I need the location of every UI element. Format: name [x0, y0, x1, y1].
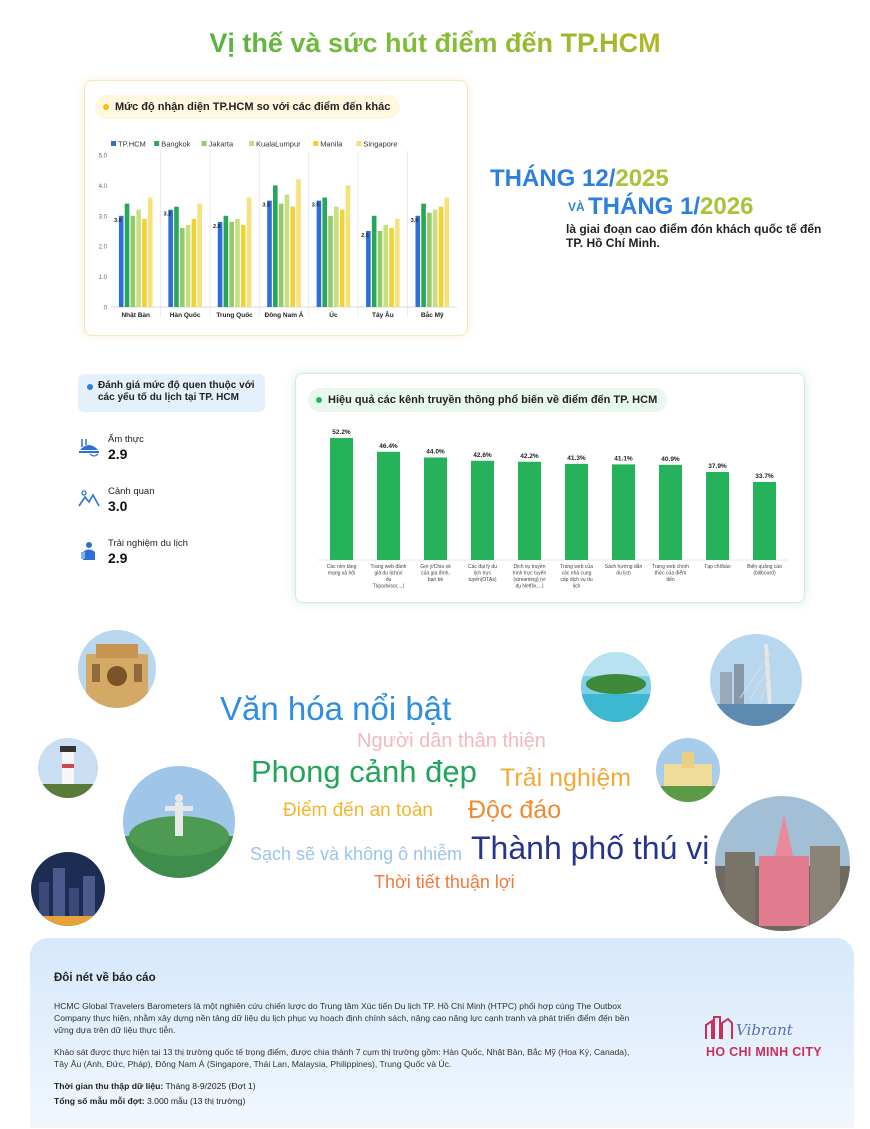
- post-office-photo: [78, 630, 156, 708]
- food-icon: [78, 436, 100, 458]
- data-label: 41.3%: [567, 454, 586, 462]
- bar-manila: [340, 210, 345, 307]
- bullet-icon: [87, 384, 93, 390]
- word-an-toan: Điểm đến an toàn: [283, 800, 433, 821]
- bar-kualalumpur: [383, 225, 388, 307]
- x-tick-label: Các nền tảng: [326, 564, 357, 570]
- channel-bar: [706, 472, 729, 560]
- word-thoi-tiet: Thời tiết thuận lợi: [374, 872, 515, 892]
- data-label: 2.5: [361, 233, 369, 239]
- data-label: 3.2: [163, 211, 172, 218]
- data-label: 52.2%: [332, 429, 351, 436]
- legend-swatch: [313, 141, 318, 146]
- bar-kualalumpur: [334, 207, 339, 307]
- recognition-bar-chart: [85, 81, 469, 337]
- channel-bar: [753, 482, 776, 560]
- logo-script: Vibrant: [736, 1021, 793, 1039]
- city-night-photo: [31, 852, 105, 926]
- lighthouse-photo: [38, 738, 98, 798]
- bar-jakarta: [131, 216, 136, 307]
- familiarity-label: Trải nghiệm du lịch: [108, 538, 188, 549]
- x-tick-label: Trang web đánh: [370, 564, 407, 570]
- x-tick-label: Trang web chính: [651, 564, 690, 570]
- bar-kualalumpur: [186, 225, 191, 307]
- page-title: Vị thế và sức hút điểm đến TP.HCM: [0, 28, 870, 59]
- bar-manila: [290, 207, 295, 307]
- bar-jakarta: [328, 216, 333, 307]
- x-tick-label: Gợi ý/Chia sẻ: [420, 564, 451, 570]
- vung-tau-statue-photo: [123, 766, 235, 878]
- bar-bangkok: [224, 216, 229, 307]
- familiarity-value: 3.0: [108, 498, 128, 514]
- y-tick-label: 1.0: [98, 275, 107, 282]
- report-info-section: [30, 938, 854, 1128]
- bar-bangkok: [273, 185, 278, 307]
- period-2-month: THÁNG 1/: [588, 193, 701, 220]
- bar-jakarta: [378, 231, 383, 307]
- x-tick-label: các nhà cung: [561, 570, 592, 577]
- legend-swatch: [202, 141, 207, 146]
- word-nguoi-dan: Người dân thân thiện: [357, 730, 546, 752]
- x-tick-label: Đông Nam Á: [264, 312, 304, 319]
- collection-time-label: Thời gian thu thập dữ liệu:: [54, 1081, 164, 1091]
- city-hall-photo: [656, 738, 720, 802]
- legend-label: KualaLumpur: [256, 139, 301, 149]
- data-label: 33.7%: [755, 472, 774, 480]
- data-label: 3.0: [410, 217, 419, 224]
- data-label: 3.5: [311, 202, 320, 209]
- x-tick-label: Nhật Bản: [121, 312, 150, 319]
- y-tick-label: 2.0: [98, 244, 107, 251]
- bar-manila: [241, 225, 246, 307]
- traveler-icon: [78, 540, 100, 562]
- data-label: 42.6%: [473, 451, 492, 459]
- x-tick-label: du lịch: [616, 570, 631, 577]
- channel-bar: [518, 462, 541, 560]
- x-tick-label: cấp dịch vụ du: [560, 577, 593, 583]
- x-tick-label: Úc: [329, 312, 338, 319]
- bar-manila: [192, 219, 197, 307]
- period-2-year: 2026: [700, 193, 754, 220]
- word-trai-nghiem: Trải nghiệm: [500, 764, 632, 792]
- x-tick-label: lịch: [572, 583, 581, 590]
- landscape-icon: [78, 488, 100, 510]
- bar-jakarta: [180, 228, 185, 307]
- period-line-2: [568, 193, 753, 221]
- legend-label: Manila: [320, 139, 343, 149]
- legend-swatch: [154, 141, 159, 146]
- bar-bangkok: [421, 204, 426, 307]
- bar-kualalumpur: [433, 210, 438, 307]
- legend-swatch: [249, 141, 254, 146]
- report-info-paragraph: Khảo sát được thực hiện tại 13 thị trường quốc tế trọng điểm, được chia thành 7 cụm thị trường gồm: Hàn Quốc, Nhật Bản, Bắc Mỹ (Hoa Kỳ, Canada), Tây Âu (Anh, Đức, Pháp), Đông Nam Á (Singapore, Thái Lan, Malaysia, Philippines), Trung Quốc và Úc.: [54, 1047, 630, 1069]
- bar-singapore: [395, 219, 400, 307]
- data-label: 46.4%: [379, 442, 398, 450]
- legend-label: TP.HCM: [118, 139, 146, 149]
- bar-singapore: [197, 204, 202, 307]
- period-1-year: 2025: [615, 165, 669, 192]
- x-tick-label: Tạp chí/báo: [704, 564, 731, 570]
- bar-bangkok: [322, 198, 327, 307]
- y-tick-label: 5.0: [98, 153, 107, 160]
- bar-tp.hcm: [317, 201, 322, 307]
- bar-kualalumpur: [235, 219, 240, 307]
- logo-text: HO CHI MINH CITY: [706, 1045, 822, 1059]
- bar-bangkok: [125, 204, 130, 307]
- word-thanh-pho: Thành phố thú vị: [471, 830, 710, 866]
- x-tick-label: Các đại lý du: [468, 564, 497, 570]
- legend-label: Singapore: [363, 139, 398, 149]
- familiarity-value: 2.9: [108, 446, 128, 462]
- x-tick-label: tuyến(OTAs): [468, 577, 497, 583]
- data-label: 3.5: [262, 202, 271, 209]
- data-label: 37.9%: [708, 462, 727, 470]
- x-tick-label: bạn bè: [427, 577, 444, 583]
- x-tick-label: hình trực tuyến: [512, 570, 547, 577]
- sample-size-value: 3.000 mẫu (13 thị trường): [144, 1096, 246, 1106]
- x-tick-label: (billboard): [753, 570, 776, 577]
- channel-bar: [330, 438, 353, 560]
- bar-tp.hcm: [218, 222, 223, 307]
- bar-singapore: [444, 198, 449, 307]
- recognition-card: [84, 80, 468, 336]
- bar-bangkok: [372, 216, 377, 307]
- x-tick-label: Dịch vụ truyền: [513, 564, 546, 570]
- bar-tp.hcm: [415, 216, 420, 307]
- familiarity-item-landscape: [78, 486, 278, 520]
- tan-dinh-church-photo: [715, 796, 850, 931]
- x-tick-label: đến: [666, 577, 675, 583]
- channel-bar: [471, 461, 494, 560]
- legend-swatch: [111, 141, 116, 146]
- x-tick-label: Sách hướng dẫn: [604, 564, 643, 570]
- word-phong-canh: Phong cảnh đẹp: [251, 754, 477, 789]
- bridge-photo: [710, 634, 802, 726]
- report-info-paragraph: HCMC Global Travelers Barometers là một nghiên cứu chiến lược do Trung tâm Xúc tiến Du lịch TP. Hồ Chí Minh (HTPC) phối hợp cùng The Outbox Company thực hiện, nhằm xây dựng nền tảng dữ liệu du lịch phục vụ hoạch định chính sách, nâng cao năng lực cạnh tranh và phát triển điểm đến bền vững dựa trên dữ liệu thực tiễn.: [54, 1001, 630, 1035]
- island-photo: [581, 652, 651, 722]
- bar-tp.hcm: [168, 210, 173, 307]
- bar-jakarta: [427, 213, 432, 307]
- period-line-1: [490, 165, 669, 193]
- bar-singapore: [247, 198, 252, 307]
- channels-card: [295, 373, 805, 603]
- x-tick-label: dụ Netflix,...): [515, 583, 544, 590]
- familiarity-heading: [78, 374, 265, 412]
- bar-singapore: [346, 185, 351, 307]
- period-description: là giai đoạn cao điểm đón khách quốc tế đến TP. Hồ Chí Minh.: [566, 222, 822, 250]
- familiarity-value: 2.9: [108, 550, 128, 566]
- x-tick-label: (streaming) (ví: [513, 577, 546, 583]
- x-tick-label: lịch trực: [473, 570, 492, 577]
- familiarity-heading-text: Đánh giá mức độ quen thuộc với các yếu tố du lịch tại TP. HCM: [98, 380, 255, 403]
- channels-heading-text: Hiệu quả các kênh truyền thông phổ biến về điểm đến TP. HCM: [328, 394, 658, 406]
- x-tick-label: của gia đình,: [421, 570, 450, 577]
- legend-swatch: [356, 141, 361, 146]
- x-tick-label: Trung Quốc: [216, 312, 253, 319]
- bar-tp.hcm: [119, 216, 124, 307]
- familiarity-item-experience: [78, 538, 278, 572]
- x-tick-label: Tripadvisor,...): [372, 583, 405, 590]
- collection-time: [54, 1081, 256, 1091]
- x-tick-label: thức của điểm: [654, 570, 687, 577]
- x-tick-label: Tây Âu: [372, 312, 394, 319]
- recognition-heading-text: Mức độ nhận diện TP.HCM so với các điểm đến khác: [115, 101, 391, 113]
- hcmc-logo: [702, 1013, 832, 1073]
- bar-manila: [439, 207, 444, 307]
- channel-bar: [565, 464, 588, 560]
- y-tick-label: 3.0: [98, 214, 107, 221]
- bar-jakarta: [279, 204, 284, 307]
- y-tick-label: 0: [103, 305, 107, 312]
- x-tick-label: Bắc Mỹ: [420, 312, 444, 319]
- bar-manila: [142, 219, 147, 307]
- channel-bar: [612, 464, 635, 560]
- report-info-title: Đôi nét về báo cáo: [54, 972, 156, 984]
- bar-bangkok: [174, 207, 179, 307]
- familiarity-label: Ẩm thực: [108, 434, 144, 445]
- x-tick-label: Trang web của: [560, 564, 593, 570]
- data-label: 3.0: [114, 217, 122, 224]
- channels-bar-chart: [296, 374, 806, 604]
- x-tick-label: giá du lịch(ví: [374, 570, 403, 577]
- word-van-hoa: Văn hóa nổi bật: [220, 690, 452, 727]
- word-sach-se: Sạch sẽ và không ô nhiễm: [250, 844, 463, 864]
- bar-tp.hcm: [267, 201, 272, 307]
- bar-kualalumpur: [285, 195, 290, 307]
- bar-tp.hcm: [366, 231, 371, 307]
- legend-label: Bangkok: [161, 139, 191, 149]
- channel-bar: [377, 452, 400, 560]
- x-tick-label: dụ: [385, 577, 392, 583]
- word-doc-dao: Độc đáo: [468, 796, 562, 824]
- x-tick-label: mạng xã hội: [327, 570, 356, 577]
- period-and: VÀ: [568, 200, 589, 214]
- bar-singapore: [148, 198, 153, 307]
- sample-size-label: Tổng số mẫu mỗi đợt:: [54, 1096, 145, 1106]
- bar-kualalumpur: [136, 210, 141, 307]
- y-tick-label: 4.0: [98, 183, 107, 190]
- data-label: 2.8: [212, 223, 221, 230]
- familiarity-label: Cảnh quan: [108, 486, 155, 497]
- x-tick-label: Biển quảng cáo: [747, 564, 782, 570]
- period-1-month: THÁNG 12/: [490, 165, 616, 192]
- bar-singapore: [296, 179, 301, 307]
- bar-jakarta: [229, 222, 234, 307]
- legend-label: Jakarta: [208, 139, 234, 149]
- channel-bar: [424, 457, 447, 560]
- x-tick-label: Hàn Quốc: [169, 312, 201, 319]
- data-label: 41.1%: [614, 455, 633, 463]
- data-label: 40.9%: [661, 455, 680, 463]
- channel-bar: [659, 465, 682, 560]
- collection-time-value: Tháng 8-9/2025 (Đợt 1): [163, 1081, 256, 1091]
- data-label: 44.0%: [426, 448, 445, 456]
- data-label: 42.2%: [520, 452, 539, 460]
- familiarity-item-food: [78, 434, 278, 468]
- sample-size: [54, 1096, 245, 1106]
- bar-manila: [389, 228, 394, 307]
